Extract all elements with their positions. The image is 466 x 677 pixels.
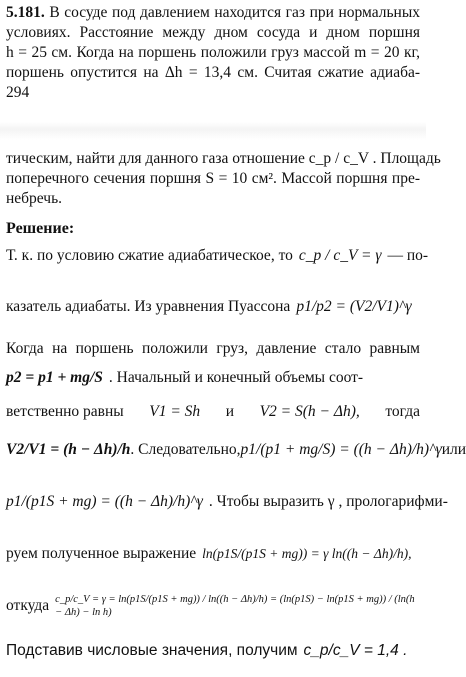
p5-v1: V1 = Sh <box>149 403 201 420</box>
p5-v2: V2 = S(h − Δh), <box>259 403 360 420</box>
page-break <box>0 122 426 140</box>
problem-line-3: h = 25 см. Когда на поршень положили груз массой m = 20 кг, <box>6 44 420 61</box>
p2-text-before: казатель адиабаты. Из уравнения Пуассона <box>6 298 291 315</box>
p5-then: тогда <box>385 403 420 420</box>
continuation-line-2: поперечного сечения поршня S = 10 см². Массой поршня пре- <box>6 170 420 187</box>
p1-formula: c_p / c_V = γ <box>298 247 382 264</box>
p2-formula: p1/p2 = (V2/V1)^γ <box>296 298 412 315</box>
continuation-line-3: небречь. <box>6 190 63 207</box>
p10-result: c_p/c_V = 1,4 . <box>303 642 408 659</box>
solution-p1 <box>6 236 429 276</box>
problem-line-1 <box>6 4 420 22</box>
p7-text: . Чтобы выразить γ , прологарифми- <box>208 493 448 510</box>
p6-formula2: p1/(p1 + mg/S) = ((h − Δh)/h)^γ <box>240 441 442 458</box>
solution-p5 <box>6 400 420 424</box>
p7-formula: p1/(p1S + mg) = ((h − Δh)/h)^γ <box>6 493 203 510</box>
solution-p3: Когда на поршень положили груз, давление стало равным <box>6 340 420 357</box>
p6-text: . Следовательно, <box>130 441 241 458</box>
p9-text: откуда <box>6 597 50 614</box>
p4-formula: p2 = p1 + mg/S <box>6 369 103 386</box>
problem-text-1: В сосуде под давлением находится газ при нормальных <box>49 4 421 21</box>
p9-formula: c_p/c_V = γ = ln(p1S/(p1S + mg)) / ln((h − Δh)/h) = (ln(p1S) − ln(p1S + mg)) / (ln(h − Δh) − ln h) <box>55 594 415 618</box>
p8-formula: ln(p1S/(p1S + mg)) = γ ln((h − Δh)/h), <box>202 546 412 561</box>
solution-p9 <box>6 584 420 628</box>
p6-or: или <box>441 441 466 458</box>
p1-text-after: — по- <box>387 247 429 264</box>
solution-p8 <box>6 532 420 576</box>
p5-and: и <box>225 403 235 420</box>
page-number: 294 <box>6 84 30 101</box>
p10-text: Подставив числовые значения, получим <box>6 642 298 659</box>
solution-p2 <box>6 286 420 328</box>
solution-p6 <box>6 428 466 472</box>
p8-text: руем полученное выражение <box>6 545 197 562</box>
continuation-line-1: тическим, найти для данного газа отношение c_p / c_V . Площадь <box>6 150 441 167</box>
solution-heading: Решение: <box>6 220 75 237</box>
problem-line-4: поршень опустится на Δh = 13,4 см. Считая сжатие адиаба- <box>6 64 420 81</box>
problem-number: 5.181. <box>6 4 45 21</box>
p4-text: . Начальный и конечный объемы соот- <box>108 369 364 386</box>
solution-p10 <box>6 636 420 666</box>
p1-text-before: Т. к. по условию сжатие адиабатическое, то <box>6 247 293 264</box>
p6-formula1: V2/V1 = (h − Δh)/h <box>6 441 131 458</box>
p5-text-before: ветственно равны <box>6 403 124 420</box>
solution-p7 <box>6 480 448 524</box>
problem-line-2: условиях. Расстояние между дном сосуда и дном поршня <box>6 24 420 41</box>
solution-p4 <box>6 360 420 396</box>
